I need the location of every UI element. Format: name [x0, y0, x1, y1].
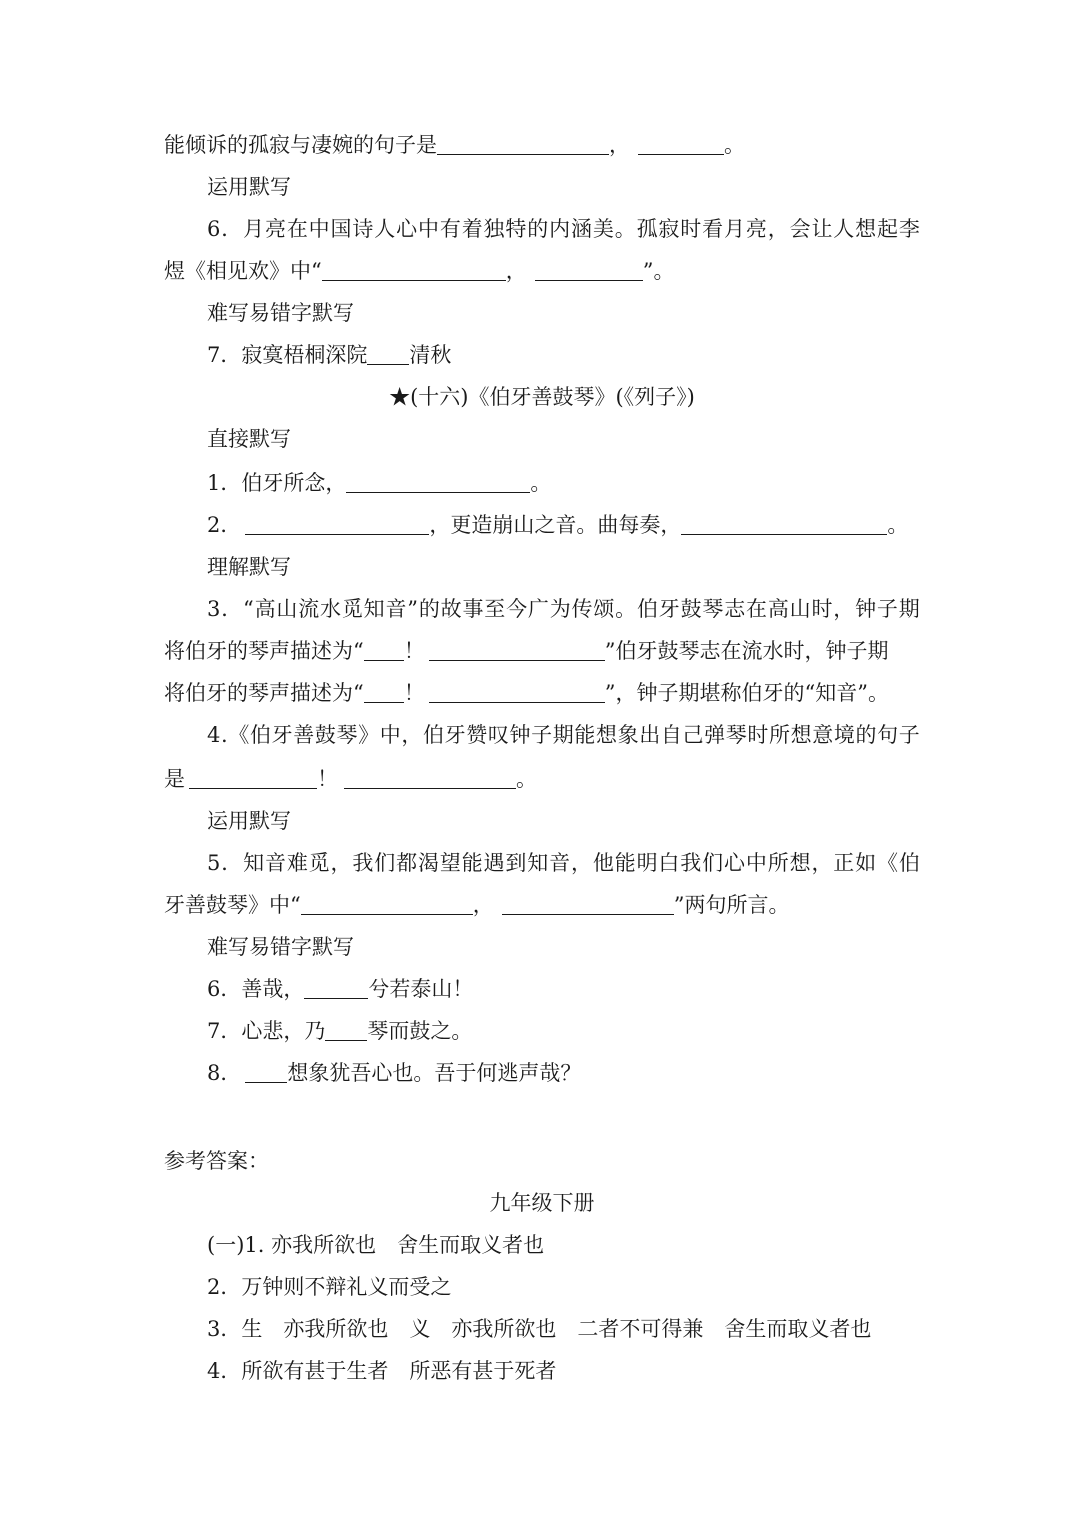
glyph: 音	[264, 851, 286, 875]
answer-blank	[638, 132, 724, 155]
glyph: 的	[527, 217, 549, 241]
glyph: 志	[724, 597, 746, 621]
glyph: 想	[789, 851, 811, 875]
glyph: 山	[276, 597, 298, 621]
glyph: 牙	[444, 723, 466, 747]
glyph: ，	[811, 851, 833, 875]
glyph: 高	[767, 597, 789, 621]
glyph: 想	[790, 723, 812, 747]
section-heading: 难写易错字默写	[207, 935, 354, 959]
glyph: 为	[549, 597, 571, 621]
glyph: 至	[484, 597, 506, 621]
glyph: 所	[767, 851, 789, 875]
glyph: 琴	[725, 723, 747, 747]
glyph: 知	[243, 851, 265, 875]
question-justified	[207, 848, 920, 878]
question-justified	[207, 214, 920, 244]
glyph: “	[243, 597, 254, 621]
glyph: 》	[358, 723, 380, 747]
question-text: 1．伯牙所念， 。	[207, 471, 552, 495]
answer-blank	[367, 342, 409, 365]
glyph: 觅	[308, 851, 330, 875]
glyph: 起	[877, 217, 899, 241]
glyph: 伯	[249, 723, 271, 747]
glyph: ．	[221, 597, 243, 621]
glyph: 句	[877, 723, 899, 747]
glyph: 故	[440, 597, 462, 621]
glyph: 人	[833, 217, 855, 241]
answer-blank	[429, 638, 605, 661]
question-justified	[207, 720, 920, 750]
glyph: 明	[636, 851, 658, 875]
glyph: 都	[396, 851, 418, 875]
section-heading: 理解默写	[207, 555, 291, 579]
grade-heading: 九年级下册	[489, 1191, 595, 1215]
glyph: 美	[592, 217, 614, 241]
glyph: 子	[531, 723, 553, 747]
poem-title: ★(十六)《伯牙善鼓琴》(《列子》)	[389, 385, 695, 409]
glyph: 伯	[898, 851, 920, 875]
glyph: 正	[833, 851, 855, 875]
glyph: 心	[724, 851, 745, 875]
glyph: 子	[876, 597, 898, 621]
glyph: 《	[228, 723, 250, 747]
answer-blank	[429, 680, 605, 703]
glyph: 传	[571, 597, 593, 621]
question-text: 将伯牙的琴声描述为“ ！ ”伯牙鼓琴志在流水时，钟子期	[164, 639, 889, 663]
glyph: 的	[418, 597, 440, 621]
glyph: 境	[833, 723, 855, 747]
question-text: 牙善鼓琴》中“ ， ”两句所言。	[164, 893, 790, 917]
question-text	[207, 848, 920, 878]
answer-blank	[189, 766, 317, 789]
text-line: 能倾诉的孤寂与凄婉的句子是 ， 。	[164, 133, 745, 157]
glyph: 广	[527, 597, 549, 621]
glyph: 诗	[352, 217, 374, 241]
glyph: 4	[207, 723, 221, 747]
glyph: 善	[293, 723, 315, 747]
glyph: 觅	[341, 597, 363, 621]
glyph: ．	[221, 217, 243, 241]
glyph: 钟	[509, 723, 531, 747]
glyph: 中	[308, 217, 330, 241]
question-text: 8． 想象犹吾心也。吾于何逃声哉？	[207, 1061, 582, 1085]
question-justified	[207, 594, 920, 624]
answer-blank	[344, 766, 516, 789]
glyph: 亮	[745, 217, 767, 241]
glyph: 音	[549, 851, 571, 875]
glyph: 到	[505, 851, 527, 875]
glyph: 寂	[658, 217, 680, 241]
glyph: 5	[207, 851, 221, 875]
glyph: 如	[855, 851, 877, 875]
glyph: 琴	[702, 597, 724, 621]
glyph: 看	[702, 217, 724, 241]
question-text: 2． ，更造崩山之音。曲每奏， 。	[207, 513, 909, 537]
glyph: 想	[855, 217, 877, 241]
answer-blank	[245, 1060, 287, 1083]
glyph: 叹	[487, 723, 509, 747]
question-text: 7．寂寞梧桐深院 清秋	[207, 343, 452, 367]
glyph: 期	[898, 597, 920, 621]
answer-blank	[364, 680, 404, 703]
glyph: 月	[243, 217, 265, 241]
glyph: 们	[702, 851, 724, 875]
question-text: 7．心悲，乃 琴而鼓之。	[207, 1019, 473, 1043]
answer-blank	[301, 892, 473, 915]
glyph: 亮	[264, 217, 286, 241]
answer-blank	[304, 976, 368, 999]
glyph: 牙	[271, 723, 293, 747]
glyph: 《	[877, 851, 899, 875]
glyph: 能	[614, 851, 636, 875]
answer-line: 4．所欲有甚于生者 所恶有甚于死者	[207, 1359, 557, 1383]
answer-blank	[437, 132, 609, 155]
question-text: 将伯牙的琴声描述为“ ！ ”，钟子期堪称伯牙的“知音”。	[164, 681, 889, 705]
glyph: 牙	[658, 597, 680, 621]
answer-blank	[535, 258, 643, 281]
glyph: 今	[506, 597, 528, 621]
glyph: 月	[724, 217, 745, 241]
glyph: 流	[298, 597, 320, 621]
glyph: 时	[747, 723, 769, 747]
glyph: 时	[680, 217, 702, 241]
glyph: 水	[320, 597, 341, 621]
glyph: ，	[767, 217, 789, 241]
glyph: 特	[505, 217, 527, 241]
answer-blank	[322, 258, 506, 281]
glyph: 知	[363, 597, 385, 621]
glyph: 3	[207, 597, 221, 621]
glyph: 中	[745, 851, 767, 875]
glyph: 6	[207, 217, 221, 241]
glyph: 鼓	[680, 597, 702, 621]
glyph: 琴	[336, 723, 358, 747]
glyph: 李	[898, 217, 920, 241]
question-text: 煜《相见欢》中“ ， ”。	[164, 259, 675, 283]
glyph: 期	[552, 723, 574, 747]
glyph: 中	[417, 217, 439, 241]
glyph: 。	[615, 597, 637, 621]
glyph: 弹	[704, 723, 726, 747]
glyph: ，	[833, 597, 855, 621]
glyph: 人	[374, 217, 396, 241]
glyph: 着	[461, 217, 483, 241]
answer-blank	[502, 892, 674, 915]
glyph: 心	[396, 217, 418, 241]
glyph: 高	[254, 597, 276, 621]
glyph: 赞	[466, 723, 488, 747]
answer-line: 3．生 亦我所欲也 义 亦我所欲也 二者不可得兼 舍生而取义者也	[207, 1317, 872, 1341]
glyph: 音	[385, 597, 407, 621]
answer-line: (一)1. 亦我所欲也 舍生而取义者也	[207, 1233, 545, 1257]
glyph: 能	[461, 851, 483, 875]
question-text	[207, 594, 920, 624]
glyph: 己	[682, 723, 704, 747]
answer-line: 2．万钟则不辩礼义而受之	[207, 1275, 452, 1299]
glyph: 他	[592, 851, 614, 875]
glyph: ，	[401, 723, 423, 747]
glyph: 钟	[855, 597, 877, 621]
glyph: ，	[570, 851, 592, 875]
answer-blank	[245, 512, 429, 535]
glyph: 象	[617, 723, 639, 747]
glyph: 时	[811, 597, 833, 621]
question-text: 6．善哉， 兮若泰山！	[207, 977, 474, 1001]
glyph: 颂	[593, 597, 615, 621]
glyph: ，	[330, 851, 352, 875]
glyph: 难	[286, 851, 308, 875]
glyph: 子	[898, 723, 920, 747]
glyph: 渴	[417, 851, 439, 875]
glyph: 独	[483, 217, 505, 241]
glyph: 们	[374, 851, 396, 875]
answer-blank	[325, 1018, 367, 1041]
glyph: 出	[639, 723, 661, 747]
glyph: 伯	[422, 723, 444, 747]
glyph: ．	[221, 851, 243, 875]
glyph: 遇	[483, 851, 505, 875]
glyph: 会	[789, 217, 811, 241]
answers-heading: 参考答案：	[164, 1149, 269, 1173]
glyph: 中	[379, 723, 401, 747]
answer-blank	[364, 638, 404, 661]
glyph: 山	[789, 597, 811, 621]
glyph: 涵	[570, 217, 592, 241]
glyph: 在	[286, 217, 308, 241]
glyph: 有	[439, 217, 461, 241]
section-heading: 运用默写	[207, 809, 291, 833]
glyph: .	[221, 723, 228, 747]
glyph: 内	[549, 217, 571, 241]
glyph: 孤	[636, 217, 658, 241]
glyph: 的	[855, 723, 877, 747]
glyph: 国	[330, 217, 352, 241]
answer-blank	[346, 470, 530, 493]
answer-blank	[681, 512, 887, 535]
glyph: 知	[527, 851, 549, 875]
glyph: 想	[595, 723, 617, 747]
glyph: 鼓	[314, 723, 336, 747]
section-heading: 运用默写	[207, 175, 291, 199]
glyph: 伯	[636, 597, 658, 621]
glyph: 白	[658, 851, 680, 875]
section-heading: 直接默写	[207, 427, 291, 451]
glyph: 意	[812, 723, 834, 747]
glyph: 我	[352, 851, 374, 875]
glyph: 望	[439, 851, 461, 875]
glyph: 事	[462, 597, 484, 621]
glyph: 。	[614, 217, 636, 241]
question-text	[207, 214, 920, 244]
section-heading: 难写易错字默写	[207, 301, 354, 325]
question-text	[207, 720, 920, 750]
glyph: 自	[660, 723, 682, 747]
glyph: ”	[407, 597, 418, 621]
question-text: 是 ！ 。	[164, 767, 537, 791]
glyph: 在	[746, 597, 767, 621]
glyph: 所	[768, 723, 790, 747]
glyph: 我	[680, 851, 702, 875]
glyph: 能	[574, 723, 596, 747]
glyph: 让	[811, 217, 833, 241]
